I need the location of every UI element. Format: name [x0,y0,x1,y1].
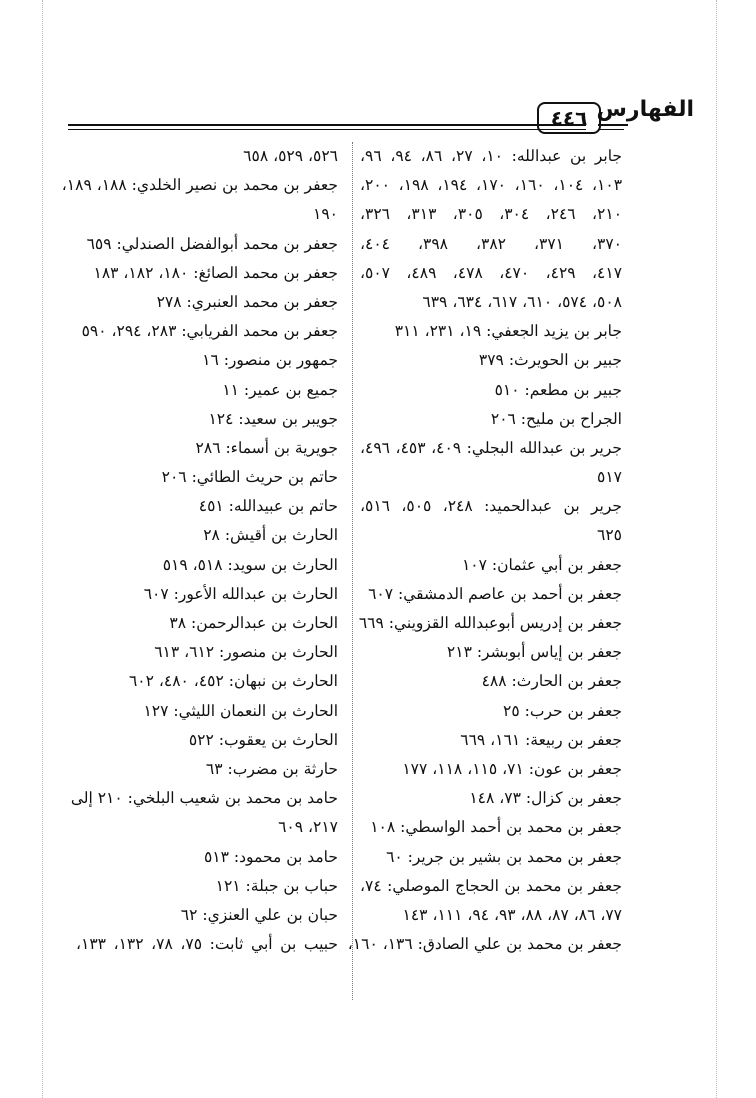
index-entry-line: جويرية بن أسماء: ٢٨٦ [195,438,338,457]
index-entry-line: جويبر بن سعيد: ١٢٤ [208,409,338,428]
index-entry-line: جبير بن الحويرث: ٣٧٩ [478,351,622,370]
index-entry-line: جمهور بن منصور: ١٦ [202,351,338,370]
index-column-right [347,142,623,959]
index-column-left [61,142,339,959]
index-entry-line: حارثة بن مضرب: ٦٣ [205,759,338,778]
index-entry-line: ٢١٠، ٢٤٦، ٣٠٤، ٣٠٥، ٣١٣، ٣٢٦، [360,205,623,224]
index-entry-line: ٣٧٠، ٣٧١، ٣٨٢، ٣٩٨، ٤٠٤، [360,234,622,253]
index-entry-line: حامد بن محمود: ٥١٣ [203,847,338,866]
index-entry-line: ١٠٣، ١٠٤، ١٦٠، ١٧٠، ١٩٤، ١٩٨، ٢٠٠، [360,176,623,195]
index-entry-line: الحارث بن عبدالرحمن: ٣٨ [169,614,338,632]
header-rule [68,124,586,126]
running-title: الفهارس [596,97,694,122]
index-entry-line: جعفر بن أحمد بن عاصم الدمشقي: ٦٠٧ [368,584,622,603]
index-entry-line: حبيب بن أبي ثابت: ٧٥، ٧٨، ١٣٢، ١٣٣، [76,935,339,954]
page-header [0,96,756,136]
index-entry-line: ٤١٧، ٤٢٩، ٤٧٠، ٤٧٨، ٤٨٩، ٥٠٧، [360,263,623,282]
header-rule-thin [68,129,586,130]
header-rule-right [598,124,628,126]
index-entry-line: ٥٠٨، ٥٧٤، ٦١٠، ٦١٧، ٦٣٤، ٦٣٩ [422,292,622,311]
index-entry-line: ٦٢٥ [597,526,622,545]
index-entry-line: جعفر بن محمد أبوالفضل الصندلي: ٦٥٩ [86,234,338,253]
index-entry-line: الحارث بن النعمان الليثي: ١٢٧ [143,701,338,720]
index-entry-line: جعفر بن محمد بن الحجاج الموصلي: ٧٤، [360,876,622,895]
index-entry-line: الحارث بن سويد: ٥١٨، ٥١٩ [162,555,338,574]
index-entry-line: جعفر بن إدريس أبوعبدالله القزويني: ٦٦٩ [358,614,622,632]
index-entry-line: ٥١٧ [597,468,622,487]
margin-guide [716,0,717,1098]
index-entry-line: جعفر بن أبي عثمان: ١٠٧ [461,555,622,574]
index-entry-line: حاتم بن حريث الطائي: ٢٠٦ [161,468,338,487]
index-entry-line: جعفر بن محمد بن علي الصادق: ١٣٦، ١٦٠، [347,935,622,954]
index-entry-line: جعفر بن الحارث: ٤٨٨ [481,672,622,691]
index-entry-line: الحارث بن عبدالله الأعور: ٦٠٧ [143,584,338,603]
index-entry-line: ٥٢٦، ٥٢٩، ٦٥٨ [243,147,338,165]
index-entry-line: جعفر بن كزال: ٧٣، ١٤٨ [469,789,622,808]
index-entry-line: الحارث بن منصور: ٦١٢، ٦١٣ [154,643,338,662]
index-entry-line: الجراح بن مليح: ٢٠٦ [490,409,622,428]
index-entry-line: حبان بن علي العنزي: ٦٢ [180,905,338,924]
index-entry-line: جعفر بن محمد بن أحمد الواسطي: ١٠٨ [370,818,622,837]
index-entry-line: جعفر بن عون: ٧١، ١١٥، ١١٨، ١٧٧ [402,759,622,778]
index-entry-line: جرير بن عبدالحميد: ٢٤٨، ٥٠٥، ٥١٦، [360,497,622,516]
index-entry-line: جعفر بن محمد الصائغ: ١٨٠، ١٨٢، ١٨٣ [93,263,338,282]
index-entry-line: جعفر بن ربيعة: ١٦١، ٦٦٩ [460,730,622,749]
column-divider [352,142,353,1000]
index-entry-line: جعفر بن محمد بن بشير بن جرير: ٦٠ [386,847,622,866]
header-rule-right-thin [598,129,624,130]
index-entry-line: جابر بن عبدالله: ١٠، ٢٧، ٨٦، ٩٤، ٩٦، [360,147,622,165]
index-entry-line: ١٩٠ [313,205,338,224]
index-entry-line: الحارث بن يعقوب: ٥٢٢ [188,730,338,749]
index-entry-line: جرير بن عبدالله البجلي: ٤٠٩، ٤٥٣، ٤٩٦، [360,438,623,457]
index-entry-line: جميع بن عمير: ١١ [222,380,338,399]
index-entry-line: حاتم بن عبيدالله: ٤٥١ [198,497,338,516]
index-entry-line: جابر بن يزيد الجعفي: ١٩، ٢٣١، ٣١١ [394,322,622,341]
index-entry-line: جعفر بن إياس أبوبشر: ٢١٣ [446,643,622,662]
index-entry-line: حامد بن محمد بن شعيب البلخي: ٢١٠ إلى [70,789,338,808]
page-number: ٤٤٦ [537,102,601,134]
margin-guide [42,0,43,1098]
index-entry-line: الحارث بن نبهان: ٤٥٢، ٤٨٠، ٦٠٢ [128,672,338,691]
index-entry-line: ٢١٧، ٦٠٩ [278,818,338,837]
index-entry-line: جعفر بن محمد الفريابي: ٢٨٣، ٢٩٤، ٥٩٠ [81,322,338,341]
index-entry-line: الحارث بن أقيش: ٢٨ [203,526,338,545]
index-entry-line: جعفر بن محمد بن نصير الخلدي: ١٨٨، ١٨٩، [61,176,338,195]
index-entry-line: حباب بن جبلة: ١٢١ [215,876,338,895]
index-entry-line: جعفر بن محمد العنبري: ٢٧٨ [156,292,338,311]
index-entry-line: جبير بن مطعم: ٥١٠ [494,380,622,399]
index-entry-line: ٧٧، ٨٦، ٨٧، ٨٨، ٩٣، ٩٤، ١١١، ١٤٣ [402,905,622,924]
index-entry-line: جعفر بن حرب: ٢٥ [503,701,622,720]
